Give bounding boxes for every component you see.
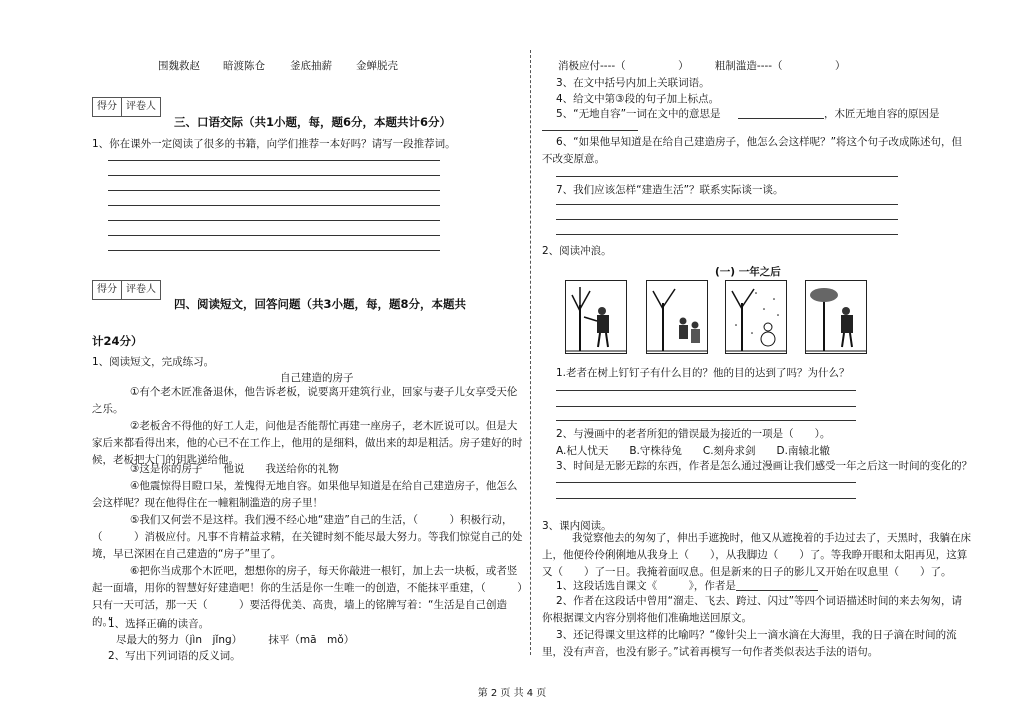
- comic-panel-2: [646, 280, 708, 354]
- answer-blank[interactable]: [736, 590, 818, 591]
- section-4-title-cont: 计24分）: [92, 334, 143, 348]
- score-box-sec3: [92, 97, 161, 117]
- idiom-4: 金蝉脱壳: [356, 60, 398, 72]
- answer-line[interactable]: [556, 406, 856, 407]
- paragraph-6: ⑥把你当成那个木匠吧，想想你的房子，每天你敲进一根钉，加上去一块板，或者竖起一面墙，用你的智慧好好建造吧！你的生活是你一生唯一的创造，不能抹平重建，（ ）只有一天可活，那一天（ ）要活得优美、高贵，墙上的铭牌写着：“生活是自己创造的。”: [92, 565, 523, 628]
- idiom-1: 围魏救赵: [158, 60, 200, 72]
- sub-question-1: 1、选择正确的读音。: [108, 618, 210, 630]
- grader-label: 评卷人: [126, 284, 156, 295]
- question-5a: 5、“无地自容”一词在文中的意思是: [556, 108, 721, 120]
- answer-line[interactable]: [108, 175, 440, 176]
- answer-line[interactable]: [556, 234, 898, 235]
- answer-line[interactable]: [556, 204, 898, 205]
- comic-question-2: 2、与漫画中的老者所犯的错误最为接近的一项是（ ）。: [556, 428, 831, 440]
- answer-line[interactable]: [108, 250, 440, 251]
- answer-line[interactable]: [108, 205, 440, 206]
- sec3-question-1: 1、你在课外一定阅读了很多的书籍，向学们推荐一本好吗？请写一段推荐词。: [92, 138, 456, 150]
- paragraph-2: ②老板舍不得他的好工人走，问他是否能帮忙再建一座房子，老木匠说可以。但是大家后来都看得出来，他的心已不在工作上，他用的是细料，做出来的却是粗活。房子建好的时候，老板把大门的钥匙递给他。: [92, 420, 523, 466]
- score-box-sec4: [92, 280, 161, 300]
- answer-line[interactable]: [108, 160, 440, 161]
- sub-question-2: 2、写出下列词语的反义词。: [108, 650, 241, 662]
- story-title: 自己建造的房子: [280, 372, 354, 384]
- idiom-3: 釜底抽薪: [290, 60, 332, 72]
- score-label: 得分: [93, 281, 122, 299]
- paragraph-1: ①有个老木匠准备退休，他告诉老板，说要离开建筑行业，回家与妻子儿女享受天伦之乐。: [92, 386, 518, 415]
- question-6: 6、“如果他早知道是在给自己建造房子，他怎么会这样呢？”将这个句子改成陈述句，但不改变原意。: [542, 136, 963, 165]
- answer-line[interactable]: [556, 176, 898, 177]
- q3-sub-2: 2、作者在这段话中曾用“溜走、飞去、跨过、闪过”等四个词语描述时间的来去匆匆，请你根据课文内容分别将他们准确地送回原文。: [542, 595, 963, 624]
- pinyin-choices[interactable]: 尽最大的努力（jìn jǐng） 抹平（mā mǒ）: [116, 634, 355, 646]
- question-4: 4、给文中第③段的句子加上标点。: [556, 93, 720, 105]
- question-3: 3、在文中括号内加上关联词语。: [556, 77, 710, 89]
- antonym-answers[interactable]: 消极应付----（ ） 粗制滥造----（ ）: [558, 60, 846, 72]
- q3-intro: 3、课内阅读。: [542, 520, 612, 532]
- column-divider: [530, 50, 531, 655]
- comic-panel-1: [565, 280, 627, 354]
- page-number: 第 2 页 共 4 页: [477, 688, 547, 699]
- answer-line[interactable]: [108, 190, 440, 191]
- comic-title: (一) 一年之后: [715, 266, 781, 278]
- idiom-2: 暗渡陈仓: [223, 60, 265, 72]
- answer-line[interactable]: [556, 390, 856, 391]
- q3-sub-3: 3、还记得课文里这样的比喻吗？“像针尖上一滴水滴在大海里，我的日子滴在时间的流里，没有声音，也没有影子。”试着再模写一句作者类似表达手法的语句。: [542, 629, 957, 658]
- section-3-title: 三、口语交际（共1小题，每，题6分，本题共计6分）: [174, 115, 452, 129]
- q3-passage: 我觉察他去的匆匆了，伸出手遮挽时，他又从遮挽着的手边过去了，天黑时，我躺在床上，他便伶伶俐俐地从我身上（ ），从我脚边（ ）了。等我睁开眼和太阳再见，这算又（ ）了一日。我掩着面叹息。但是新来的日子的影儿又开始在叹息里（ ）了。: [542, 532, 971, 578]
- q1-intro: 1、阅读短文，完成练习。: [92, 356, 215, 368]
- question-5b: ，木匠无地自容的原因是: [824, 108, 940, 120]
- comic-panel-4: [805, 280, 867, 354]
- paragraph-3: ③这是你的房子 他说 我送给你的礼物: [130, 463, 339, 475]
- answer-line[interactable]: [556, 219, 898, 220]
- paragraph-5: ⑤我们又何尝不是这样。我们漫不经心地“建造”自己的生活，（ ）积极行动，（ ）消极应付。凡事不肯精益求精，在关键时刻不能尽最大努力。等我们惊觉自己的处境，早已深困在自己建造的“房子”里了。: [92, 514, 523, 560]
- comic-question-3: 3、时间是无影无踪的东西，作者是怎么通过漫画让我们感受一年之后这一时间的变化的？: [556, 460, 973, 472]
- section-4-title: 四、阅读短文，回答问题（共3小题，每，题8分，本题共: [174, 297, 467, 311]
- question-7: 7、我们应该怎样“建造生活”？联系实际谈一谈。: [556, 184, 784, 196]
- answer-blank[interactable]: [542, 130, 638, 131]
- answer-line[interactable]: [108, 220, 440, 221]
- score-label: 得分: [93, 98, 122, 116]
- q3-sub-1: 1、这段话选自课文《 》，作者是: [556, 580, 736, 592]
- answer-line[interactable]: [556, 498, 856, 499]
- comic-question-1: 1.老者在树上钉钉子有什么目的？他的目的达到了吗？为什么？: [556, 367, 850, 379]
- answer-line[interactable]: [556, 482, 856, 483]
- comic-panel-3: [725, 280, 787, 354]
- answer-blank[interactable]: [738, 118, 824, 119]
- answer-line[interactable]: [556, 420, 856, 421]
- grader-label: 评卷人: [126, 101, 156, 112]
- q2-intro: 2、阅读冲浪。: [542, 245, 612, 257]
- comic-question-2-options[interactable]: A.杞人忧天 B.守株待兔 C.刻舟求剑 D.南辕北辙: [556, 445, 830, 457]
- answer-line[interactable]: [108, 235, 440, 236]
- paragraph-4: ④他震惊得目瞪口呆，羞愧得无地自容。如果他早知道是在给自己建造房子，他怎么会这样呢？现在他得住在一幢粗制滥造的房子里！: [92, 480, 518, 509]
